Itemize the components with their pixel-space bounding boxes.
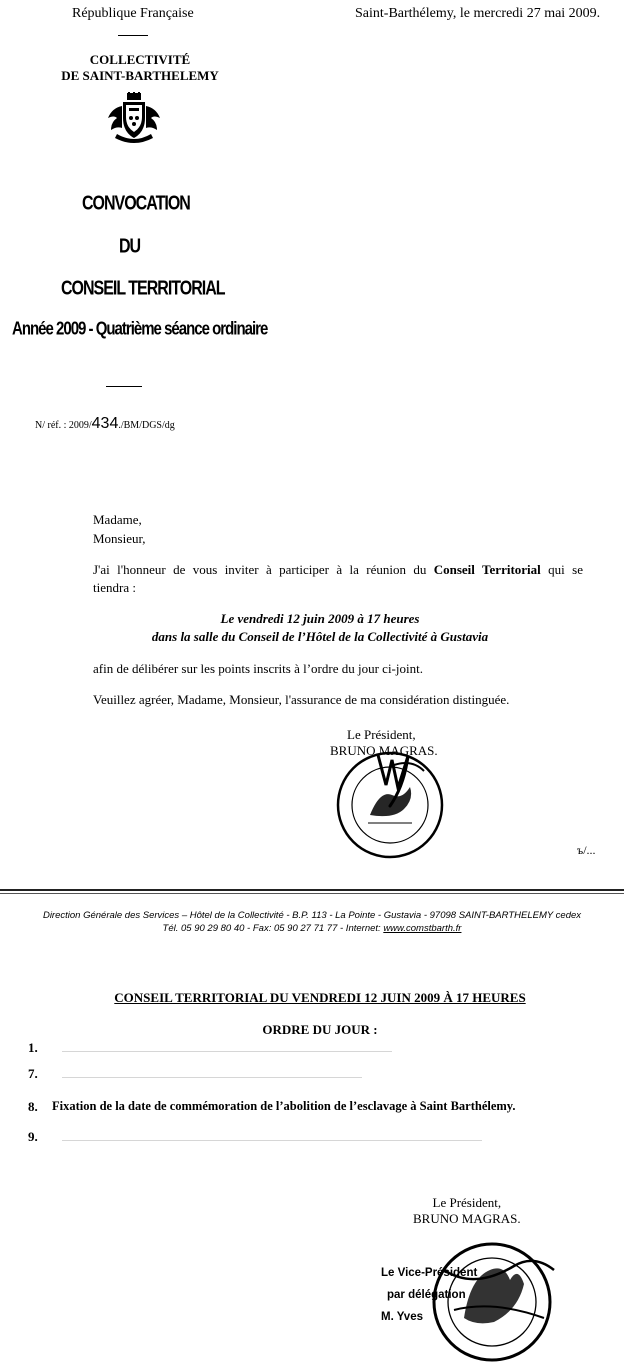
date-line: Saint-Barthélemy, le mercredi 27 mai 2009. xyxy=(355,6,601,21)
agenda-item-9-redacted xyxy=(62,1140,482,1141)
agenda-item-7-redacted xyxy=(62,1077,362,1078)
title-convocation: CONVOCATION xyxy=(82,193,190,215)
coat-of-arms-icon xyxy=(103,92,165,144)
agenda-heading-text: CONSEIL TERRITORIAL DU VENDREDI 12 JUIN 2009 À 17 HEURES xyxy=(114,990,526,1005)
closing-line: Veuillez agréer, Madame, Monsieur, l'assurance de ma considération distinguée. xyxy=(93,692,510,707)
meeting-details xyxy=(100,610,540,646)
agenda-sign-title: Le Président, xyxy=(432,1195,502,1210)
agenda-item-1-number: 1. xyxy=(28,1040,38,1055)
salutation-monsieur: Monsieur, xyxy=(93,531,146,546)
title-divider xyxy=(106,386,142,387)
agenda-item-9-number: 9. xyxy=(28,1129,38,1144)
header-divider xyxy=(118,35,148,36)
delegation-line-3: M. Yves xyxy=(381,1311,423,1323)
invitation-line-2: tiendra : xyxy=(93,580,136,595)
delegation-line-1: Le Vice-Président xyxy=(381,1267,478,1279)
reference-prefix: N/ réf. : 2009/ xyxy=(35,420,92,431)
delegation-text xyxy=(381,1262,477,1328)
collectivite-name xyxy=(60,52,220,84)
meeting-date: Le vendredi 12 juin 2009 à 17 heures xyxy=(220,611,420,626)
footer-rule-thick xyxy=(0,889,624,891)
salutation-madame: Madame, xyxy=(93,512,142,527)
agenda-signature-block xyxy=(413,1195,521,1227)
footer-address xyxy=(0,909,624,935)
invitation-bold: Conseil Territorial xyxy=(433,562,541,577)
agenda-item-8-text: Fixation de la date de commémoration de l’abolition de l’esclavage à Saint Barthélemy. xyxy=(52,1099,516,1113)
footer-website-link[interactable]: www.comstbarth.fr xyxy=(383,923,462,934)
official-stamp-icon xyxy=(318,745,468,860)
letter-sign-name: BRUNO MAGRAS. xyxy=(330,743,438,758)
agenda-subheading: ORDRE DU JOUR : xyxy=(262,1022,378,1037)
delegation-line-2: par délégation xyxy=(387,1289,466,1301)
page-continuation-mark: ъ/... xyxy=(577,843,596,857)
title-du: DU xyxy=(119,236,141,258)
footer-contact: Tél. 05 90 29 80 40 - Fax: 05 90 27 71 77 - Internet: xyxy=(162,923,384,934)
title-conseil-territorial: CONSEIL TERRITORIAL xyxy=(61,278,225,300)
title-seance: Année 2009 - Quatrième séance ordinaire xyxy=(12,318,268,340)
agenda-sign-name: BRUNO MAGRAS. xyxy=(413,1211,521,1226)
republique-francaise-label: République Française xyxy=(72,6,194,21)
agenda-item-8-number: 8. xyxy=(28,1099,38,1114)
purpose-line: afin de délibérer sur les points inscrits à l’ordre du jour ci-joint. xyxy=(93,661,423,676)
collectivite-line-2: DE SAINT-BARTHELEMY xyxy=(61,68,219,83)
footer-line-1: Direction Générale des Services – Hôtel de la Collectivité - B.P. 113 - La Pointe - Gustavia - 97098 SAINT-BARTHELEMY cedex xyxy=(42,910,582,921)
invitation-text-1: J'ai l'honneur de vous inviter à participer à la réunion du xyxy=(93,562,434,577)
reference-line xyxy=(35,415,175,433)
meeting-place: dans la salle du Conseil de l’Hôtel de la Collectivité à Gustavia xyxy=(151,629,489,644)
footer-line-2 xyxy=(0,922,624,935)
footer-rule-thin xyxy=(0,893,624,894)
letter-sign-title: Le Président, xyxy=(347,727,416,742)
reference-number: 434 xyxy=(91,415,119,432)
agenda-item-7-number: 7. xyxy=(28,1066,38,1081)
invitation-paragraph xyxy=(93,562,583,578)
invitation-text-2: qui se xyxy=(540,562,583,577)
reference-suffix: ./BM/DGS/dg xyxy=(118,420,175,431)
agenda-item-1-redacted xyxy=(62,1051,392,1052)
agenda-heading xyxy=(0,990,624,1006)
collectivite-line-1: COLLECTIVITÉ xyxy=(89,52,191,67)
